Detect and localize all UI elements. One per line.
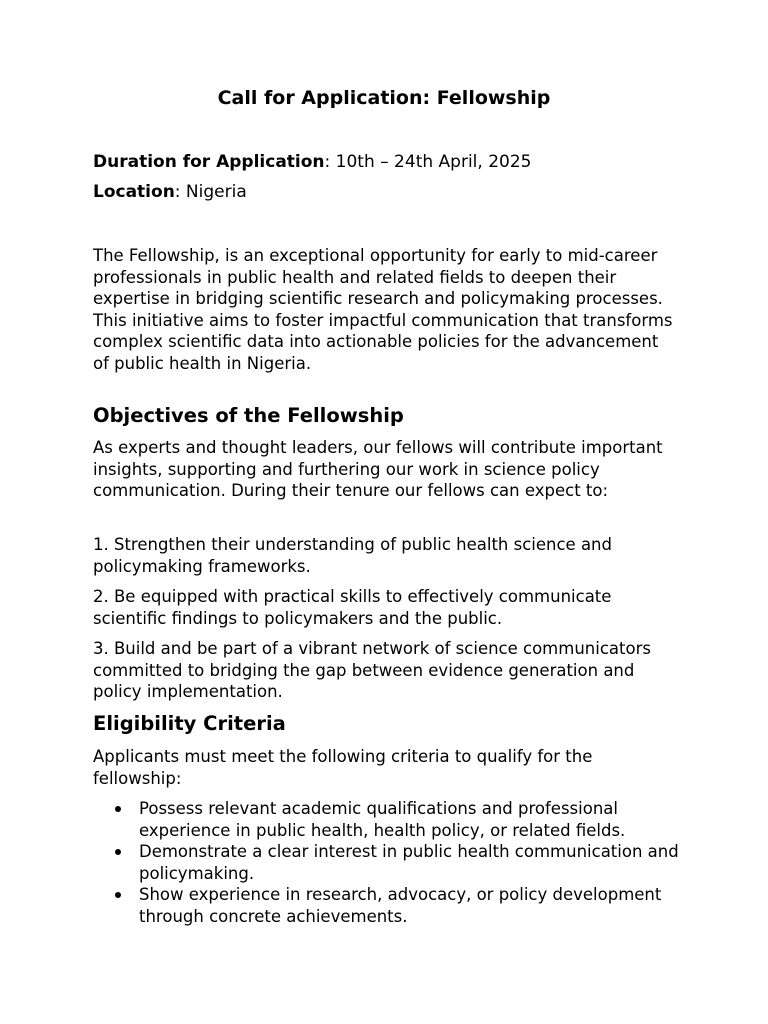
objective-item: 1. Strengthen their understanding of public health science and policymaking frameworks.: [93, 535, 612, 576]
bullet-icon: [115, 806, 121, 812]
location-label: Location: [93, 182, 175, 202]
objective-item: 3. Build and be part of a vibrant network of science communicators committed to bridging the gap between evidence generation and policy implementation.: [93, 639, 651, 701]
objectives-heading: Objectives of the Fellowship: [93, 404, 404, 427]
eligibility-intro: Applicants must meet the following criteria to qualify for the fellowship:: [93, 747, 593, 788]
eligibility-list: [93, 798, 683, 927]
eligibility-item-text: Show experience in research, advocacy, or policy development through concrete achievements.: [139, 885, 662, 926]
eligibility-item: [93, 884, 683, 927]
document-title: Call for Application: Fellowship: [217, 87, 551, 109]
bullet-icon: [115, 849, 121, 855]
intro-paragraph: The Fellowship, is an exceptional opportunity for early to mid-career professionals in public health and related fields to deepen their expertise in bridging scientific research and policymaking processes. This initiative aims to foster impactful communication that transforms complex scientific data into actionable policies for the advancement of public health in Nigeria.: [93, 246, 673, 373]
eligibility-item: [93, 798, 683, 841]
eligibility-item-text: Possess relevant academic qualifications and professional experience in public health, health policy, or related fields.: [139, 799, 626, 840]
location-value: : Nigeria: [174, 182, 247, 202]
eligibility-item: [93, 841, 683, 884]
eligibility-item-text: Demonstrate a clear interest in public health communication and policymaking.: [139, 842, 679, 883]
duration-line: [93, 151, 531, 173]
duration-value: : 10th – 24th April, 2025: [324, 152, 532, 172]
eligibility-heading: Eligibility Criteria: [93, 712, 286, 735]
duration-label: Duration for Application: [93, 152, 325, 172]
bullet-icon: [115, 892, 121, 898]
objective-item: 2. Be equipped with practical skills to effectively communicate scientific findings to policymakers and the public.: [93, 587, 612, 628]
objectives-intro: As experts and thought leaders, our fellows will contribute important insights, supporting and furthering our work in science policy communication. During their tenure our fellows can expect to:: [93, 438, 663, 500]
location-line: [93, 181, 247, 203]
